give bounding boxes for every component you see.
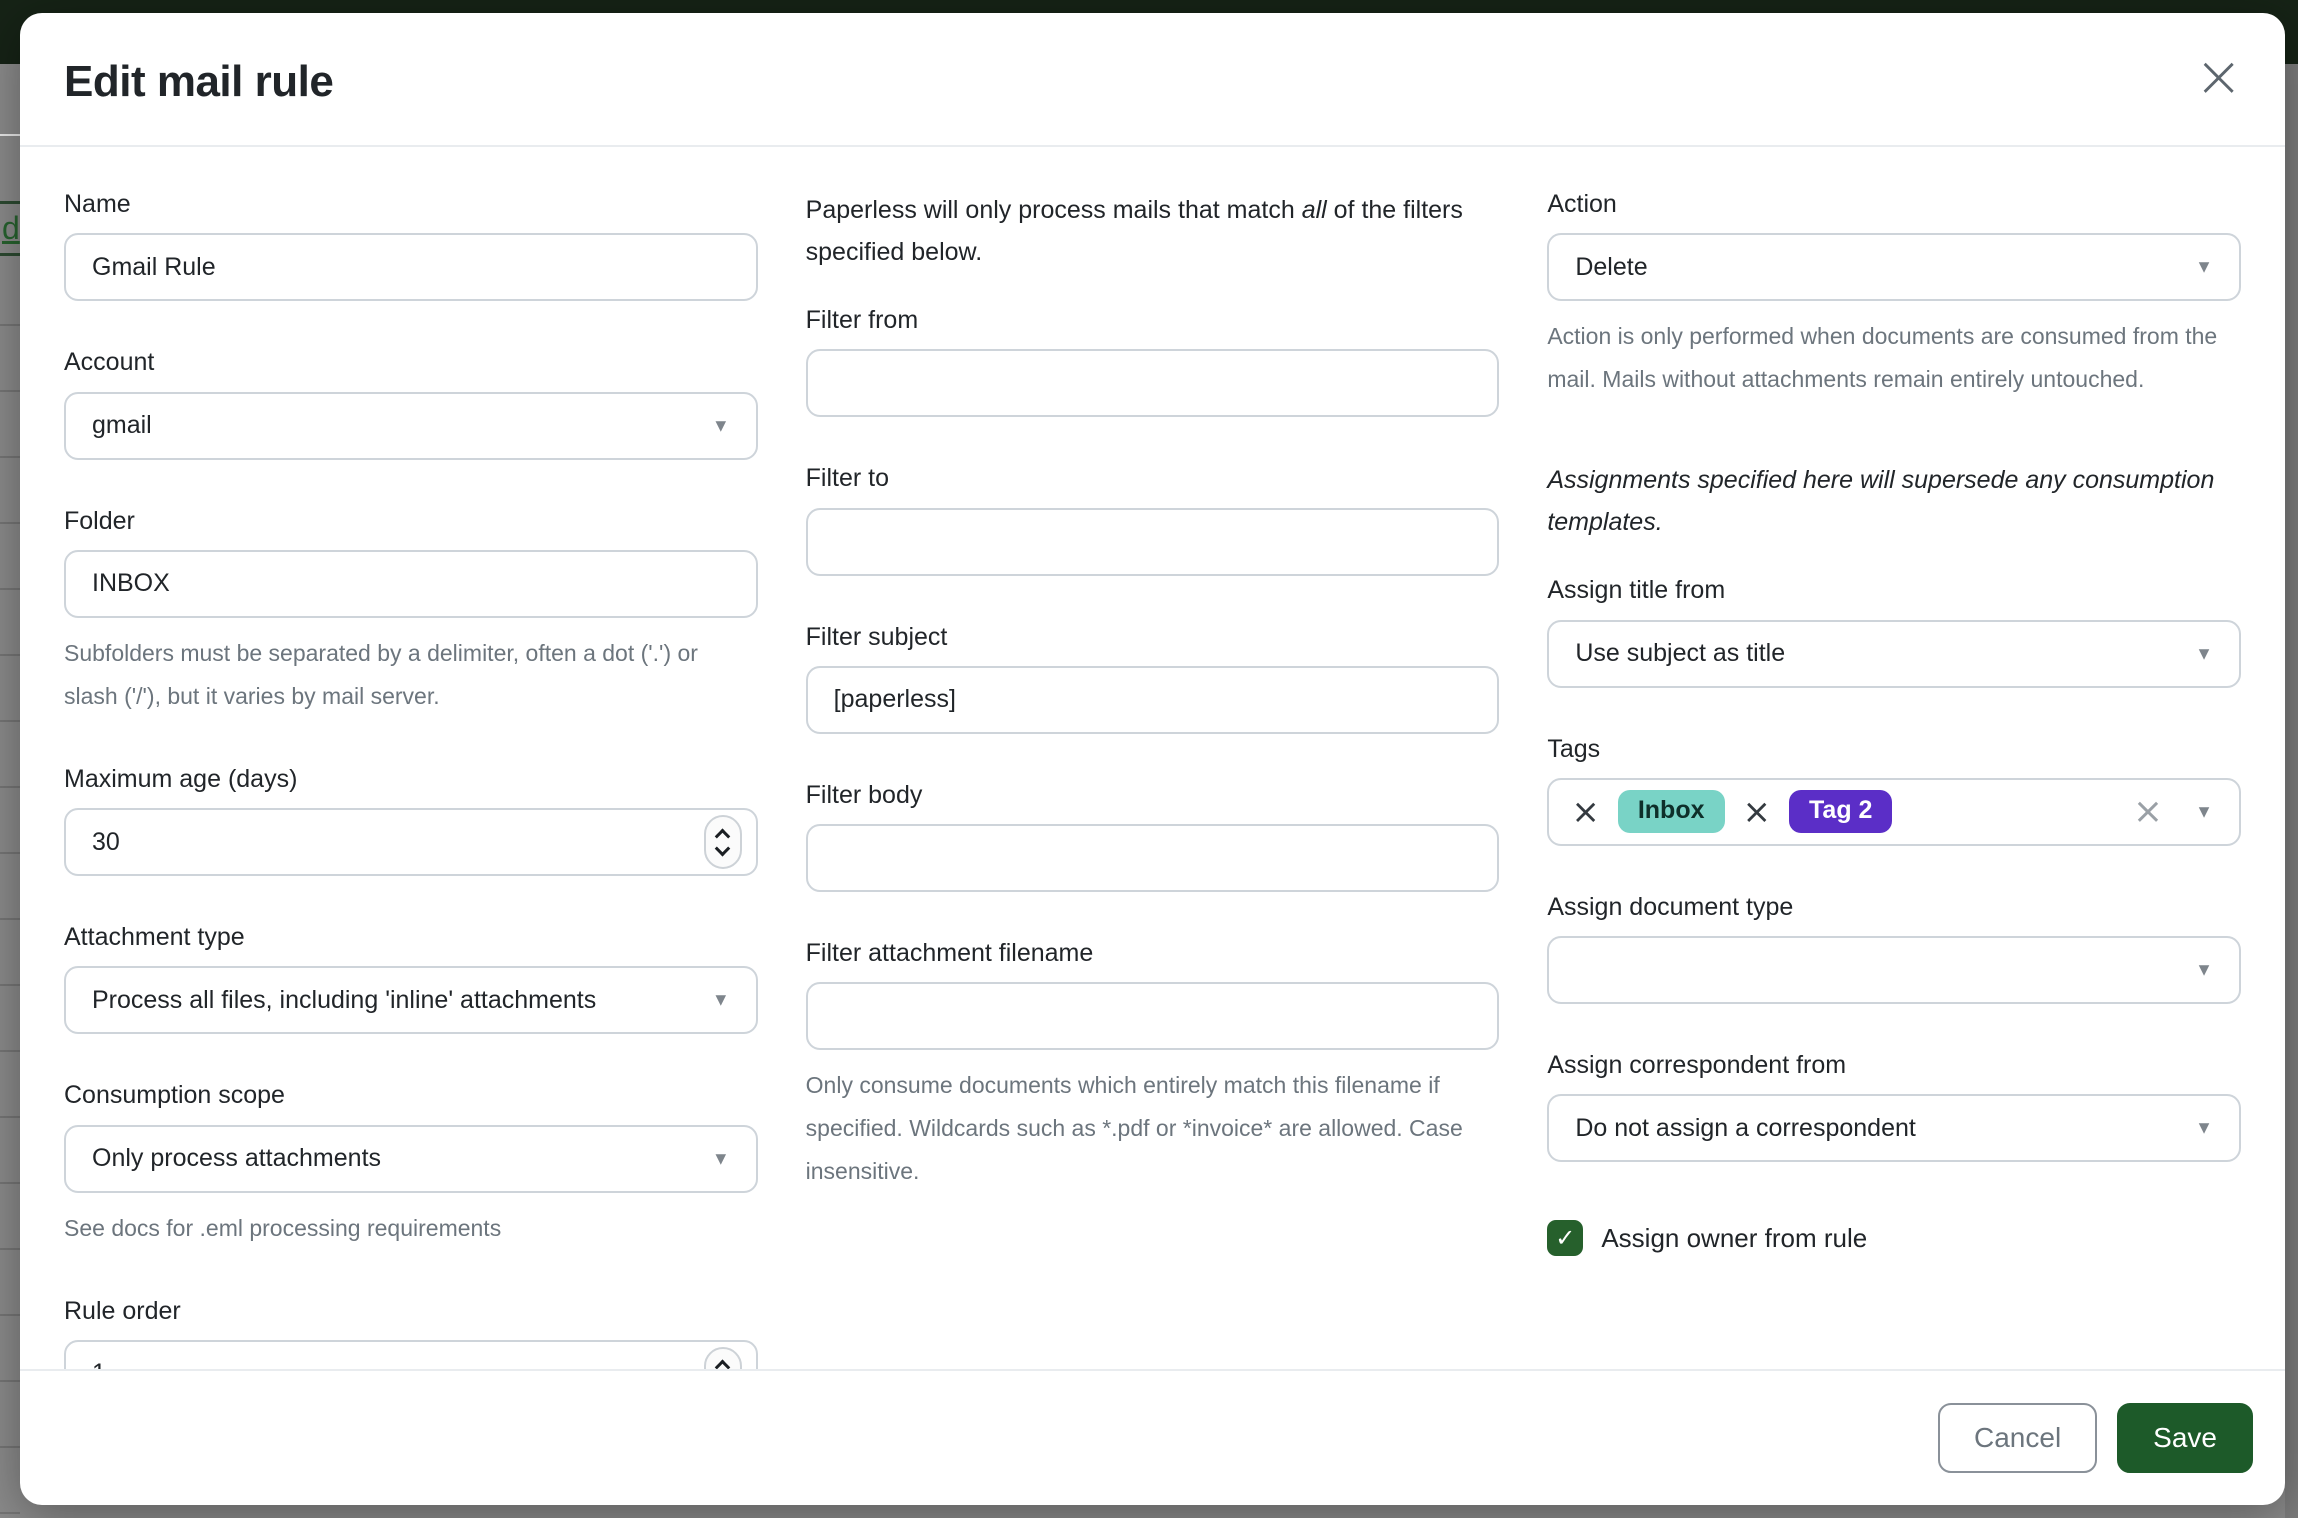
filter-filename-help-text: Only consume documents which entirely match this filename if specified. Wildcards such as *.pdf or *invoice* are allowed. Case insensitive. xyxy=(805,1072,1463,1185)
assign-correspondent-label: Assign correspondent from xyxy=(1547,1051,1847,1079)
remove-tag-icon[interactable]: × xyxy=(1742,791,1771,832)
edit-mail-rule-dialog xyxy=(20,13,2285,1505)
assign-correspondent-selected-value: Do not assign a correspondent xyxy=(1575,1113,1916,1142)
action-field-group xyxy=(1547,189,2241,401)
filter-filename-field-group xyxy=(806,938,1500,1193)
consumption-scope-field-group xyxy=(64,1080,758,1249)
filter-to-label: Filter to xyxy=(805,464,890,493)
backdrop-link-fragment: d xyxy=(2,210,20,246)
close-button[interactable] xyxy=(2194,42,2243,110)
rule-order-label: Rule order xyxy=(64,1296,181,1325)
folder-input[interactable] xyxy=(64,550,758,618)
consumption-scope-selected-value: Only process attachments xyxy=(92,1144,382,1172)
clear-tags-icon[interactable]: × xyxy=(2132,790,2163,832)
chevron-down-icon: ▼ xyxy=(2195,256,2213,277)
tag-chip-tag2: Tag 2 xyxy=(1789,790,1892,833)
tags-label: Tags xyxy=(1547,734,1601,763)
max-age-stepper[interactable] xyxy=(704,815,742,869)
column-general xyxy=(64,189,758,1369)
account-label: Account xyxy=(64,348,155,377)
chevron-down-icon: ▼ xyxy=(2195,643,2213,663)
dialog-header xyxy=(20,13,2285,147)
folder-help-text: Subfolders must be separated by a delimiter, often a dot ('.') or slash ('/'), but it varies by mail server. xyxy=(64,639,698,709)
close-icon: × xyxy=(2194,42,2243,110)
name-input[interactable] xyxy=(64,233,758,301)
column-actions xyxy=(1547,189,2241,1369)
chevron-down-icon: ▼ xyxy=(2195,801,2213,822)
backdrop-table-border xyxy=(0,201,20,204)
spinner-up-icon xyxy=(715,1360,731,1369)
assign-title-selected-value: Use subject as title xyxy=(1575,639,1786,667)
backdrop-table-border xyxy=(0,253,20,256)
filter-from-label: Filter from xyxy=(805,306,919,334)
attachment-type-selected-value: Process all files, including 'inline' attachments xyxy=(92,985,597,1014)
consumption-scope-label: Consumption scope xyxy=(64,1081,285,1110)
dialog-footer xyxy=(20,1369,2285,1505)
rule-order-field-group xyxy=(64,1296,758,1370)
filter-subject-label: Filter subject xyxy=(805,622,948,651)
assign-correspondent-field-group xyxy=(1547,1050,2241,1162)
column-filters xyxy=(806,189,1500,1369)
folder-label: Folder xyxy=(64,506,135,535)
action-selected-value: Delete xyxy=(1575,252,1648,281)
chevron-down-icon: ▼ xyxy=(711,415,730,435)
chevron-down-icon: ▼ xyxy=(2195,959,2213,980)
filter-to-input[interactable] xyxy=(806,508,1500,576)
name-label: Name xyxy=(64,190,131,218)
assign-title-select[interactable] xyxy=(1547,620,2241,688)
remove-tag-icon[interactable]: × xyxy=(1571,791,1600,832)
assign-doctype-select[interactable] xyxy=(1547,936,2241,1004)
chevron-down-icon: ▼ xyxy=(711,989,730,1010)
folder-field-group xyxy=(64,506,758,718)
assign-correspondent-select[interactable] xyxy=(1547,1094,2241,1162)
assign-doctype-label: Assign document type xyxy=(1547,892,1794,921)
consumption-scope-select[interactable] xyxy=(64,1125,758,1193)
dialog-title: Edit mail rule xyxy=(64,57,334,106)
tags-select[interactable] xyxy=(1547,778,2241,846)
name-field-group xyxy=(64,189,758,301)
filter-subject-input[interactable] xyxy=(806,666,1500,734)
tag-chip-inbox: Inbox xyxy=(1618,790,1725,833)
check-icon: ✓ xyxy=(1555,1224,1576,1253)
filter-from-field-group xyxy=(806,305,1500,417)
account-select[interactable] xyxy=(64,392,758,460)
attachment-type-label: Attachment type xyxy=(64,923,245,951)
filters-intro-text: Paperless will only process mails that match all of the filters specified below. xyxy=(805,196,1463,266)
action-label: Action xyxy=(1547,190,1617,218)
max-age-field-group xyxy=(64,764,758,876)
action-help-text: Action is only performed when documents are consumed from the mail. Mails without attachments remain entirely untouched. xyxy=(1547,323,2218,393)
assign-owner-label[interactable]: Assign owner from rule xyxy=(1601,1222,1868,1253)
filter-from-input[interactable] xyxy=(806,349,1500,417)
page-scrollbar[interactable] xyxy=(2285,64,2298,1518)
intro-emphasis: all xyxy=(1301,196,1327,224)
rule-order-input[interactable] xyxy=(64,1340,758,1369)
filter-filename-label: Filter attachment filename xyxy=(805,939,1094,967)
backdrop-divider xyxy=(0,134,20,136)
filter-body-field-group xyxy=(806,780,1500,892)
tags-field-group xyxy=(1547,734,2241,846)
account-selected-value: gmail xyxy=(92,411,152,439)
attachment-type-field-group xyxy=(64,922,758,1034)
attachment-type-select[interactable] xyxy=(64,966,758,1034)
max-age-label: Maximum age (days) xyxy=(64,764,298,793)
spinner-down-icon xyxy=(715,840,731,856)
assign-owner-row xyxy=(1547,1220,2241,1256)
cancel-button[interactable]: Cancel xyxy=(1938,1403,2097,1473)
max-age-input[interactable] xyxy=(64,808,758,876)
assignments-note: Assignments specified here will supersede any consumption templates. xyxy=(1547,466,2215,537)
dialog-body xyxy=(20,147,2285,1369)
backdrop-table-lines xyxy=(0,260,20,1518)
assign-doctype-field-group xyxy=(1547,892,2241,1004)
action-select[interactable] xyxy=(1547,233,2241,301)
assign-title-label: Assign title from xyxy=(1547,576,1726,605)
chevron-down-icon: ▼ xyxy=(711,1148,730,1168)
assign-title-field-group xyxy=(1547,575,2241,687)
filter-body-label: Filter body xyxy=(805,780,923,809)
filter-body-input[interactable] xyxy=(806,824,1500,892)
save-button[interactable]: Save xyxy=(2117,1403,2253,1473)
chevron-down-icon: ▼ xyxy=(2195,1117,2213,1138)
assign-owner-checkbox[interactable] xyxy=(1547,1220,1583,1256)
consumption-scope-help-text: See docs for .eml processing requirements xyxy=(64,1214,502,1241)
filter-filename-input[interactable] xyxy=(806,982,1500,1050)
filter-to-field-group xyxy=(806,463,1500,575)
account-field-group xyxy=(64,347,758,459)
filter-subject-field-group xyxy=(806,622,1500,734)
